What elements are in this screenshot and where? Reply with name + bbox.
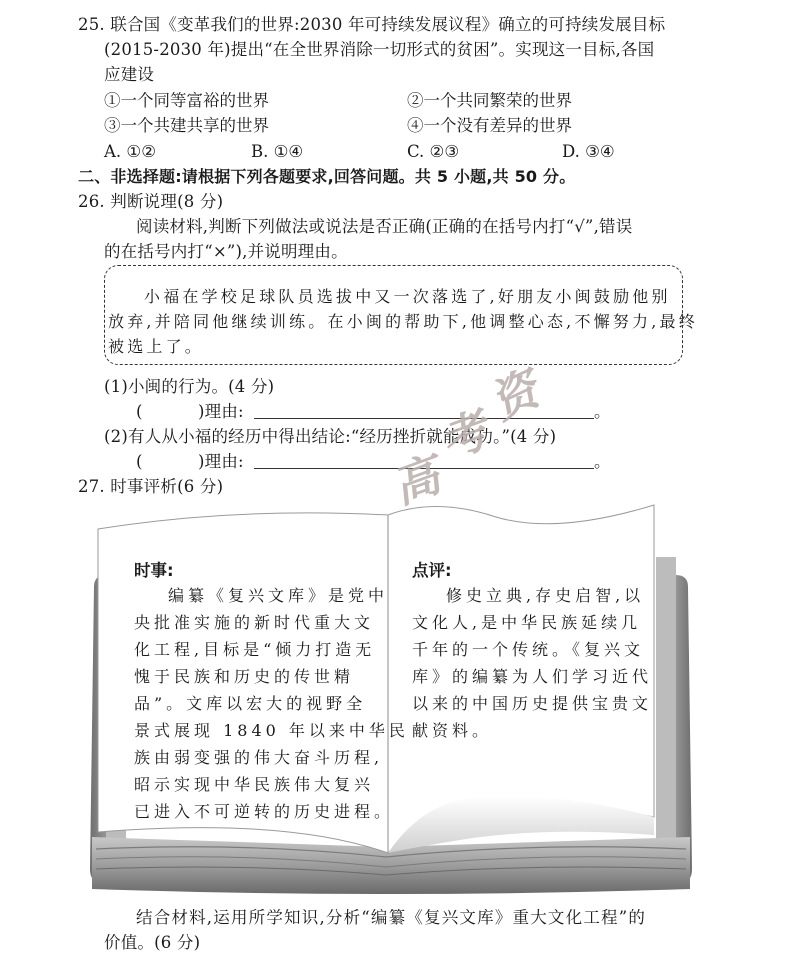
- q25-choice-b[interactable]: B. ①④: [251, 142, 304, 161]
- q26-sub1-end: 。: [594, 402, 611, 421]
- left-page-line-2: 央批准实施的新时代重大文: [134, 613, 375, 632]
- q26-instructions-line-2: 的在括号内打“×”),并说明理由。: [104, 242, 348, 261]
- q26-material-line-2: 放弃,并陪同他继续训练。在小闽的帮助下,他调整心态,不懈努力,最终: [108, 312, 698, 331]
- left-page-line-8: 昭示实现中华民族伟大复兴: [134, 775, 375, 794]
- right-page-line-4: 库》的编纂为人们学习近代: [412, 667, 653, 686]
- q25-stem-line-3: 应建设: [104, 65, 155, 84]
- q26-sub1-judge-close: )理由:: [198, 402, 244, 421]
- watermark-char-2: 考: [433, 402, 495, 470]
- q27-question-line-2: 价值。(6 分): [104, 933, 201, 952]
- q25-statement-3: ③一个共建共享的世界: [104, 116, 269, 135]
- q25-choice-c[interactable]: C. ②③: [407, 142, 460, 161]
- q26-title: 26. 判断说理(8 分): [78, 192, 224, 211]
- q27-title: 27. 时事评析(6 分): [78, 477, 224, 496]
- left-page-line-1: 编纂《复兴文库》是党中: [168, 586, 389, 605]
- left-page-line-9: 已进入不可逆转的历史进程。: [134, 802, 395, 821]
- right-page-line-2: 文化人,是中华民族延续几: [412, 613, 642, 632]
- q25-stem-line-2: (2015-2030 年)提出“在全世界消除一切形式的贫困”。实现这一目标,各国: [104, 40, 655, 59]
- q26-sub1-prompt: (1)小闽的行为。(4 分): [104, 377, 275, 396]
- q26-sub2-end: 。: [594, 452, 611, 471]
- q25-stem-line-1: 25. 联合国《变革我们的世界:2030 年可持续发展议程》确立的可持续发展目标: [78, 15, 666, 34]
- q26-material-line-1: 小福在学校足球队员选拔中又一次落选了,好朋友小闽鼓励他别: [144, 287, 671, 306]
- right-page-line-1: 修史立典,存史启智,以: [446, 586, 645, 605]
- open-book-illustration: [86, 497, 696, 897]
- q25-statement-1: ①一个同等富裕的世界: [104, 91, 269, 110]
- q26-sub1-answer-blank[interactable]: [254, 418, 594, 419]
- right-page-line-6: 献资料。: [412, 721, 493, 740]
- q27-question-line-1: 结合材料,运用所学知识,分析“编纂《复兴文库》重大文化工程”的: [136, 908, 647, 927]
- section2-heading: 二、非选择题:请根据下列各题要求,回答问题。共 5 小题,共 50 分。: [78, 167, 576, 186]
- watermark-char-3: 资: [482, 361, 547, 430]
- q26-sub1-judge-open: (: [136, 402, 143, 421]
- left-page-line-6: 景式展现 1840 年以来中华民: [134, 721, 409, 740]
- q26-sub2-prompt: (2)有人从小福的经历中得出结论:“经历挫折就能成功。”(4 分): [104, 427, 557, 446]
- q25-choice-a[interactable]: A. ①②: [104, 142, 156, 161]
- q26-instructions-line-1: 阅读材料,判断下列做法或说法是否正确(正确的在括号内打“√”,错误: [136, 217, 633, 236]
- q26-material-line-3: 被选上了。: [108, 337, 205, 356]
- q26-sub2-judge-close: )理由:: [198, 452, 244, 471]
- q25-statement-4: ④一个没有差异的世界: [407, 116, 572, 135]
- watermark-char-1: 高: [385, 447, 447, 515]
- left-page-line-3: 化工程,目标是“倾力打造无: [134, 640, 376, 659]
- q25-choice-d[interactable]: D. ③④: [562, 142, 615, 161]
- right-page-heading: 点评:: [412, 561, 452, 580]
- q25-statement-2: ②一个共同繁荣的世界: [407, 91, 572, 110]
- left-page-heading: 时事:: [134, 561, 174, 580]
- left-page-line-4: 愧于民族和历史的传世精: [134, 667, 355, 686]
- left-page-line-7: 族由弱变强的伟大奋斗历程,: [134, 748, 384, 767]
- right-page-line-5: 以来的中国历史提供宝贵文: [412, 694, 653, 713]
- left-page-line-5: 品”。文库以宏大的视野全: [134, 694, 367, 713]
- right-page-line-3: 千年的一个传统。《复兴文: [412, 640, 645, 659]
- q26-sub2-judge-open: (: [136, 452, 143, 471]
